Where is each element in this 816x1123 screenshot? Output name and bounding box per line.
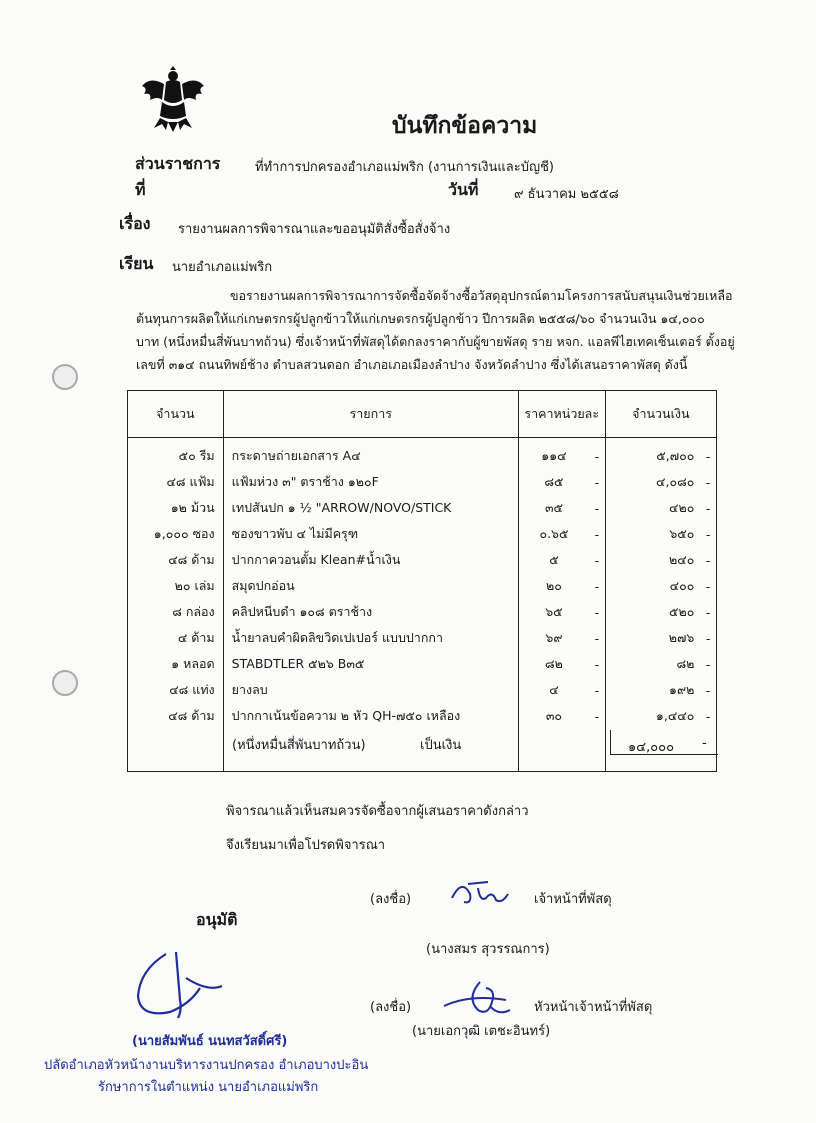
price-cell: ๓๐ [518, 703, 589, 729]
price-dash: - [589, 599, 605, 625]
price-cell: ๓๕ [518, 495, 589, 521]
price-cell: ๔ [518, 677, 589, 703]
qty-cell: ๕๐ รีม [128, 438, 224, 470]
item-cell: สมุดปกอ่อน [223, 573, 518, 599]
signature-2-icon [440, 976, 520, 1022]
amount-dash: - [700, 469, 716, 495]
items-table [127, 390, 717, 772]
amount-cell: ๒๔๐ [605, 547, 700, 573]
qty-cell: ๔ ด้าม [128, 625, 224, 651]
amount-cell: ๔,๐๘๐ [605, 469, 700, 495]
price-dash: - [589, 625, 605, 651]
price-dash: - [589, 651, 605, 677]
name-2: (นายเอกวุฒิ เตชะอินทร์) [412, 1024, 551, 1039]
amount-cell: ๕๒๐ [605, 599, 700, 625]
item-cell: ปากกาควอนตั้ม Klean#น้ำเงิน [223, 547, 518, 573]
body-line: บาท (หนึ่งหมื่นสี่พันบาทถ้วน) ซึ่งเจ้าหน้าที่พัสดุได้ตกลงราคากับผู้ขายพัสดุ ราย หจก. แอลพีไฮเทคเซ็นเตอร์ ตั้งอยู่ [136, 334, 735, 349]
qty-cell: ๑ หลอด [128, 651, 224, 677]
item-cell: น้ำยาลบคำผิดลิขวิดเปเปอร์ แบบปากกา [223, 625, 518, 651]
qty-cell: ๑,๐๐๐ ซอง [128, 521, 224, 547]
price-dash: - [589, 438, 605, 470]
body-line: เลขที่ ๓๑๔ ถนนทิพย์ช้าง ตำบลสวนดอก อำเภอเภอเมืองลำปาง จังหวัดลำปาง ซึ่งได้เสนอราคาพัสดุ ดังนี้ [136, 357, 688, 372]
approver-signature-icon [130, 948, 226, 1026]
price-cell: ๐.๖๕ [518, 521, 589, 547]
amount-cell: ๑๙๒ [605, 677, 700, 703]
amount-cell: ๑,๔๔๐ [605, 703, 700, 729]
total-value: ๑๔,๐๐๐ [628, 740, 675, 755]
agency-value: ที่ทำการปกครองอำเภอแม่พริก (งานการเงินและบัญชี) [255, 160, 554, 175]
item-cell: คลิปหนีบดำ ๑๐๘ ตราช้าง [223, 599, 518, 625]
body-paragraph [136, 284, 736, 376]
price-header: ราคาหน่วยละ [518, 391, 605, 438]
qty-cell: ๔๘ ด้าม [128, 703, 224, 729]
amount-dash: - [700, 651, 716, 677]
amount-dash: - [700, 677, 716, 703]
amount-dash: - [700, 703, 716, 729]
qty-cell: ๔๘ แท่ง [128, 677, 224, 703]
price-dash: - [589, 703, 605, 729]
to-value: นายอำเภอแม่พริก [172, 260, 273, 275]
punch-hole-top [52, 364, 78, 390]
signature-1-icon [448, 876, 512, 910]
amount-dash: - [700, 438, 716, 470]
amount-dash: - [700, 573, 716, 599]
table-row [128, 547, 717, 573]
table-row [128, 703, 717, 729]
approver-title-2: รักษาการในตำแหน่ง นายอำเภอแม่พริก [98, 1080, 319, 1095]
price-dash: - [589, 573, 605, 599]
agency-label: ส่วนราชการ [135, 154, 221, 173]
amount-cell: ๔๐๐ [605, 573, 700, 599]
sign-label-2: (ลงชื่อ) [370, 1000, 412, 1015]
to-label: เรียน [119, 254, 154, 273]
approver-title-1: ปลัดอำเภอหัวหน้างานบริหารงานปกครอง อำเภอบางปะอิน [44, 1058, 369, 1073]
body-line: ต้นทุนการผลิตให้แก่เกษตรกรผู้ปลูกข้าวให้แก่เกษตรกรผู้ปลูกข้าว ปีการผลิต ๒๕๕๘/๖๐ จำนวนเงิน ๑๔,๐๐๐ [136, 311, 705, 326]
table-row [128, 438, 717, 470]
table-row [128, 573, 717, 599]
amount-dash: - [700, 547, 716, 573]
amount-dash: - [700, 625, 716, 651]
document-title: บันทึกข้อความ [392, 113, 538, 139]
amount-dash: - [700, 599, 716, 625]
date-value: ๙ ธันวาคม ๒๕๕๘ [514, 187, 619, 202]
table-row [128, 469, 717, 495]
table-row [128, 651, 717, 677]
amount-cell: ๕,๗๐๐ [605, 438, 700, 470]
body-line: ขอรายงานผลการพิจารณาการจัดซื้อจัดจ้างซื้อวัสดุอุปกรณ์ตามโครงการสนับสนุนเงินช่วยเหลือ [230, 288, 733, 303]
table-row [128, 521, 717, 547]
total-box-right [716, 730, 717, 754]
closing-line-1: พิจารณาแล้วเห็นสมควรจัดซื้อจากผู้เสนอราคาดังกล่าว [226, 804, 529, 819]
subject-label: เรื่อง [119, 214, 151, 233]
date-label: วันที่ [448, 180, 479, 199]
qty-cell: ๘ กล่อง [128, 599, 224, 625]
total-underline [610, 754, 718, 755]
punch-hole-bottom [52, 670, 78, 696]
table-row [128, 495, 717, 521]
total-label: เป็นเงิน [420, 738, 462, 753]
amount-dash: - [700, 495, 716, 521]
amount-cell: ๖๕๐ [605, 521, 700, 547]
price-cell: ๑๑๔ [518, 438, 589, 470]
amount-dash: - [700, 521, 716, 547]
table-row [128, 625, 717, 651]
amount-cell: ๒๗๖ [605, 625, 700, 651]
total-dash: - [702, 736, 707, 751]
qty-cell: ๑๒ ม้วน [128, 495, 224, 521]
approve-label: อนุมัติ [196, 910, 238, 929]
qty-cell: ๒๐ เล่ม [128, 573, 224, 599]
price-cell: ๘๕ [518, 469, 589, 495]
closing-line-2: จึงเรียนมาเพื่อโปรดพิจารณา [226, 838, 386, 853]
price-dash: - [589, 547, 605, 573]
price-cell: ๒๐ [518, 573, 589, 599]
price-cell: ๕ [518, 547, 589, 573]
price-dash: - [589, 495, 605, 521]
qty-header: จำนวน [128, 391, 224, 438]
item-cell: STABDTLER ๕๒๖ B๓๕ [223, 651, 518, 677]
price-dash: - [589, 677, 605, 703]
empty-cell [518, 729, 589, 772]
price-cell: ๖๙ [518, 625, 589, 651]
role-2: หัวหน้าเจ้าหน้าที่พัสดุ [534, 1000, 653, 1015]
subject-value: รายงานผลการพิจารณาและขออนุมัติสั่งซื้อสั่งจ้าง [178, 222, 451, 237]
qty-cell: ๔๘ ด้าม [128, 547, 224, 573]
role-1: เจ้าหน้าที่พัสดุ [534, 892, 612, 907]
price-cell: ๖๕ [518, 599, 589, 625]
item-cell: ปากกาเน้นข้อความ ๒ หัว QH-๗๕๐ เหลือง [223, 703, 518, 729]
price-cell: ๘๒ [518, 651, 589, 677]
price-dash: - [589, 521, 605, 547]
total-in-words: (หนึ่งหมื่นสี่พันบาทถ้วน) [232, 738, 366, 753]
price-dash: - [589, 469, 605, 495]
qty-cell: ๔๘ แฟ้ม [128, 469, 224, 495]
amount-cell: ๔๒๐ [605, 495, 700, 521]
name-1: (นางสมร สุวรรณการ) [426, 942, 550, 957]
approver-name: (นายสัมพันธ์ นนทสวัสดิ์ศรี) [132, 1034, 288, 1049]
item-cell: แฟ้มห่วง ๓" ตราช้าง ๑๒๐F [223, 469, 518, 495]
table-row [128, 677, 717, 703]
item-cell: เทปสันปก ๑ ½ "ARROW/NOVO/STICK [223, 495, 518, 521]
table-header-row [128, 391, 717, 438]
item-cell: ซองขาวพับ ๔ ไม่มีครุฑ [223, 521, 518, 547]
item-header: รายการ [223, 391, 518, 438]
amount-cell: ๘๒ [605, 651, 700, 677]
sign-label-1: (ลงชื่อ) [370, 892, 412, 907]
table-row [128, 599, 717, 625]
item-cell: กระดาษถ่ายเอกสาร A๔ [223, 438, 518, 470]
total-box-left [610, 730, 611, 754]
empty-cell [589, 729, 605, 772]
item-cell: ยางลบ [223, 677, 518, 703]
reference-label: ที่ [135, 180, 146, 199]
empty-cell [128, 729, 224, 772]
garuda-emblem-icon [140, 66, 206, 132]
amount-header: จำนวนเงิน [605, 391, 716, 438]
